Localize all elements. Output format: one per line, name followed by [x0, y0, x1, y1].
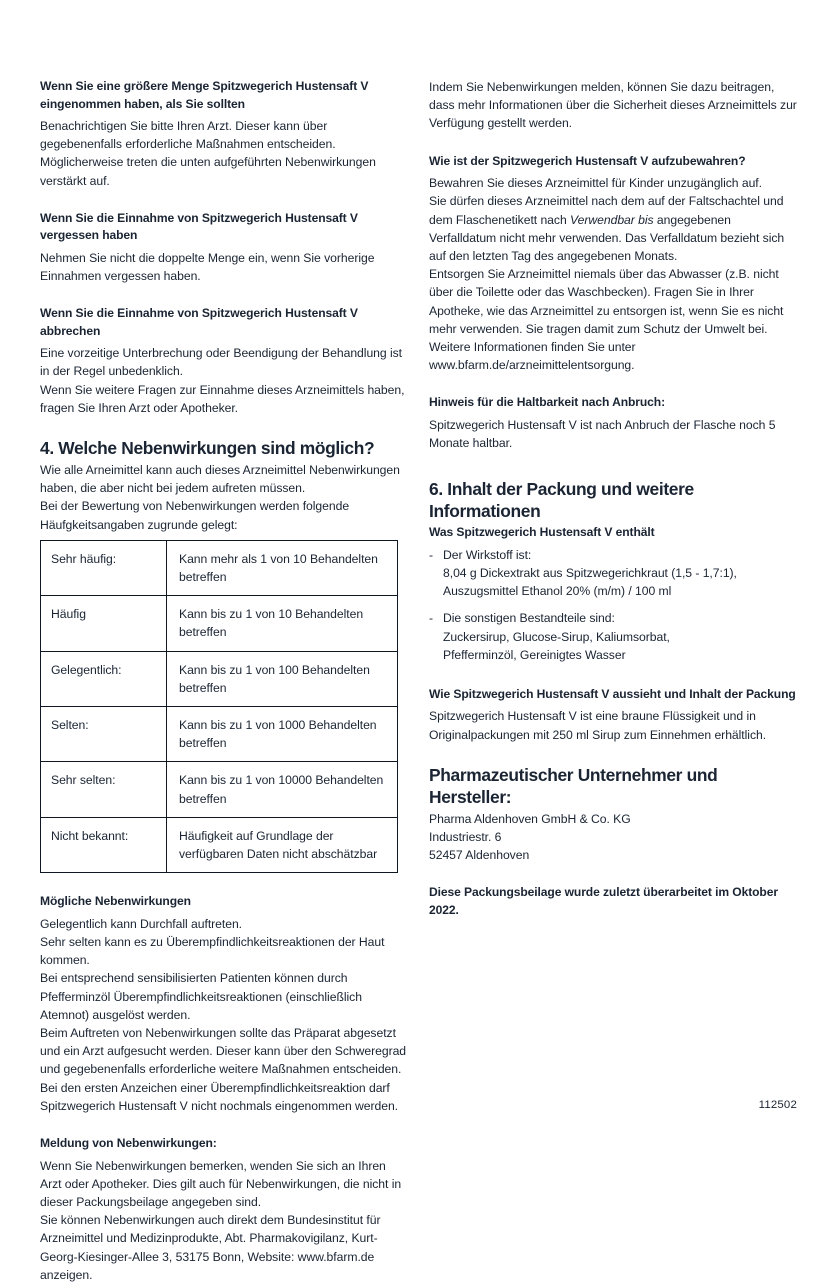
storage-p2-part-b: angegebenen Verfalldatum nicht mehr verwenden. Das Verfalldatum bezieht sich auf den letzten Tag des angegebenen Monats. [429, 212, 785, 263]
overdose-heading: Wenn Sie eine größere Menge Spitzwegerich Hustensaft V eingenommen haben, als Sie sollten [40, 79, 369, 111]
table-row [41, 707, 398, 762]
left-column [40, 78, 408, 1284]
frequency-definition: Kann bis zu 1 von 10000 Behandelten betreffen [167, 762, 398, 817]
spacer [429, 673, 797, 686]
frequency-definition: Kann mehr als 1 von 10 Behandelten betreffen [167, 540, 398, 595]
ingredient-line-2: Auszugsmittel Ethanol 20% (m/m) / 100 ml [443, 584, 672, 599]
storage-p2-italic-phrase: Verwendbar bis [570, 212, 654, 227]
section-4-intro-1: Wie alle Arneimittel kann auch dieses Arzneimittel Nebenwirkungen haben, die aber nicht bei jedem aufreten müssen. [40, 463, 400, 496]
possible-side-effects-p3: Bei entsprechend sensibilisierten Patienten können durch Pfefferminzöl Überempfindlichkeitsreaktionen (einschließlich Atemnot) ausgelöst werden. [40, 971, 362, 1022]
ingredient-label: Der Wirkstoff ist: [443, 547, 532, 562]
possible-side-effects-heading: Mögliche Nebenwirkungen [40, 894, 191, 909]
reporting-p2: Sie können Nebenwirkungen auch direkt dem Bundesinstitut für Arzneimittel und Medizinprodukte, Abt. Pharmakovigilanz, Kurt-Georg-Kiesinger-Allee 3, 53175 Bonn, Website: www.bfarm.de anzeigen. [40, 1213, 381, 1282]
reporting-continued-body: Indem Sie Nebenwirkungen melden, können Sie dazu beitragen, dass mehr Informationen über die Sicherheit dieses Arzneimittels zur Verfügung gestellt werden. [429, 80, 797, 131]
manufacturer-heading: Pharmazeutischer Unternehmer und Hersteller: [429, 764, 718, 807]
footer-code: 112502 [758, 1099, 797, 1111]
manufacturer-street: Industriestr. 6 [429, 830, 502, 845]
frequency-term: Nicht bekannt: [41, 817, 167, 872]
table-row [41, 540, 398, 595]
section-4-intro-2: Bei der Bewertung von Nebenwirkungen werden folgende Häufgkeitsangaben zugrunde gelegt: [40, 499, 350, 532]
reporting-p1: Wenn Sie Nebenwirkungen bemerken, wenden Sie sich an Ihren Arzt oder Apotheker. Dies gilt auch für Nebenwirkungen, die nicht in dieser Packungsbeilage angegeben sind. [40, 1158, 402, 1209]
stopping-body-1: Eine vorzeitige Unterbrechung oder Beendigung der Behandlung ist in der Regel unbedenklich. [40, 346, 402, 379]
spacer [429, 452, 797, 478]
frequency-term: Häufig [41, 596, 167, 651]
ingredients-list [429, 546, 797, 664]
revision-date: Diese Packungsbeilage wurde zuletzt überarbeitet im Oktober 2022. [429, 885, 778, 917]
appearance-heading: Wie Spitzwegerich Hustensaft V aussieht und Inhalt der Packung [429, 686, 796, 701]
possible-side-effects-p4: Beim Auftreten von Nebenwirkungen sollte das Präparat abgesetzt und ein Arzt aufgesucht werden. Dieser kann über den Schweregrad und gegebenenfalls erforderliche weitere Maßnahmen entscheiden. [40, 1026, 407, 1077]
ingredient-line-2: Pfefferminzöl, Gereinigtes Wasser [443, 647, 626, 662]
frequency-definition: Häufigkeit auf Grundlage der verfügbaren Daten nicht abschätzbar [167, 817, 398, 872]
spacer [429, 744, 797, 764]
frequency-definition: Kann bis zu 1 von 1000 Behandelten betreffen [167, 707, 398, 762]
overdose-body: Benachrichtigen Sie bitte Ihren Arzt. Dieser kann über gegebenenfalls erforderliche Maßnahmen entscheiden. Möglicherweise treten die unten aufgeführten Nebenwirkungen verstärkt auf. [40, 119, 376, 188]
table-row [41, 762, 398, 817]
frequency-term: Gelegentlich: [41, 651, 167, 706]
frequency-table [40, 540, 398, 873]
ingredient-line-1: 8,04 g Dickextrakt aus Spitzwegerichkraut (1,5 - 1,7:1), [443, 565, 737, 580]
ingredient-label: Die sonstigen Bestandteile sind: [443, 611, 615, 626]
storage-p2-part-a: Sie dürfen dieses Arzneimittel nach dem auf der Faltschachtel und dem Flaschenetikett nach [429, 194, 784, 227]
spacer [429, 864, 797, 884]
possible-side-effects-p2: Sehr selten kann es zu Überempfindlichkeitsreaktionen der Haut kommen. [40, 934, 385, 968]
stopping-heading: Wenn Sie die Einnahme von Spitzwegerich Hustensaft V abbrechen [40, 306, 358, 338]
spacer [40, 417, 408, 437]
appearance-body: Spitzwegerich Hustensaft V ist eine braune Flüssigkeit und in Originalpackungen mit 250 ml Sirup zum Einnehmen erhältlich. [429, 709, 767, 742]
section-6-subheading: Was Spitzwegerich Hustensaft V enthält [429, 525, 655, 540]
spacer [40, 1115, 408, 1135]
list-item [429, 609, 797, 664]
possible-side-effects-p1: Gelegentlich kann Durchfall auftreten. [40, 916, 243, 931]
possible-side-effects-p5: Bei den ersten Anzeichen einer Überempfindlichkeitsreaktion darf Spitzwegerich Hustensaft V nicht nochmals eingenommen werden. [40, 1080, 399, 1113]
missed-dose-heading: Wenn Sie die Einnahme von Spitzwegerich Hustensaft V vergessen haben [40, 210, 358, 243]
spacer [40, 190, 408, 210]
frequency-term: Sehr häufig: [41, 540, 167, 595]
storage-p2 [429, 192, 797, 265]
frequency-term: Selten: [41, 707, 167, 762]
shelf-life-body: Spitzwegerich Hustensaft V ist nach Anbruch der Flasche noch 5 Monate haltbar. [429, 417, 776, 451]
table-row [41, 596, 398, 651]
stopping-body-2: Wenn Sie weitere Fragen zur Einnahme dieses Arzneimittels haben, fragen Sie Ihren Arzt oder Apotheker. [40, 382, 405, 415]
reporting-heading: Meldung von Nebenwirkungen: [40, 1136, 217, 1151]
missed-dose-body: Nehmen Sie nicht die doppelte Menge ein, wenn Sie vorherige Einnahmen vergessen haben. [40, 250, 375, 284]
frequency-definition: Kann bis zu 1 von 100 Behandelten betreffen [167, 651, 398, 706]
frequency-term: Sehr selten: [41, 762, 167, 817]
spacer [40, 285, 408, 305]
table-row [41, 651, 398, 706]
section-6-heading: 6. Inhalt der Packung und weitere Informationen [429, 479, 694, 522]
section-4-heading: 4. Welche Nebenwirkungen sind möglich? [40, 438, 375, 459]
spacer [429, 133, 797, 153]
spacer [429, 374, 797, 394]
storage-heading: Wie ist der Spitzwegerich Hustensaft V aufzubewahren? [429, 153, 746, 168]
spacer [40, 873, 408, 893]
right-column [429, 78, 797, 923]
ingredient-line-1: Zuckersirup, Glucose-Sirup, Kaliumsorbat, [443, 629, 670, 644]
table-row [41, 817, 398, 872]
list-item [429, 546, 797, 601]
shelf-life-heading: Hinweis für die Haltbarkeit nach Anbruch: [429, 395, 666, 410]
frequency-table-body [41, 540, 398, 872]
manufacturer-city: 52457 Aldenhoven [429, 848, 530, 863]
frequency-definition: Kann bis zu 1 von 10 Behandelten betreffen [167, 596, 398, 651]
manufacturer-name: Pharma Aldenhoven GmbH & Co. KG [429, 811, 631, 826]
storage-p1: Bewahren Sie dieses Arzneimittel für Kinder unzugänglich auf. [429, 176, 762, 191]
storage-p3: Entsorgen Sie Arzneimittel niemals über das Abwasser (z.B. nicht über die Toilette oder das Waschbecken). Fragen Sie in Ihrer Apotheke, wie das Arzneimittel zu entsorgen ist, wenn Sie es nicht mehr verwenden. Sie tragen damit zum Schutz der Umwelt bei. Weitere Informationen finden Sie unter www.bfarm.de/arzneimittelentsorgung. [429, 267, 784, 373]
